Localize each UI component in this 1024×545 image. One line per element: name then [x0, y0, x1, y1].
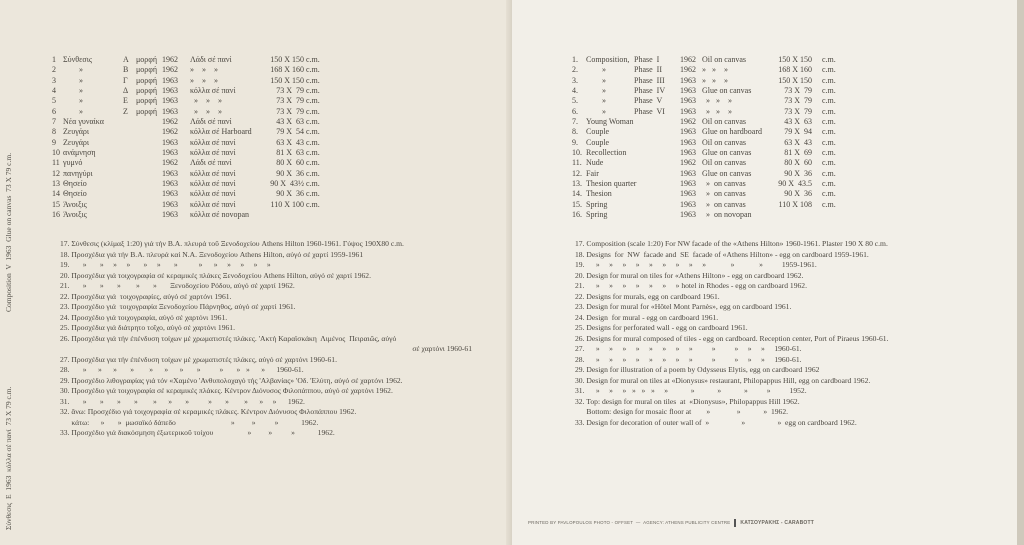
catalogue-row: [572, 210, 872, 220]
medium: Glue on canvas: [702, 86, 752, 96]
dimensions: 73 X 79: [276, 96, 304, 106]
unit: c.m.: [822, 65, 836, 75]
catalogue-row: [52, 55, 352, 65]
greek-catalogue: [52, 55, 352, 221]
dimensions: 73 X 79: [784, 86, 812, 96]
medium: κόλλα σέ πανί: [190, 199, 236, 209]
form-label: μορφή: [136, 55, 158, 64]
item-number: 13.: [572, 179, 582, 189]
unit: c.m.: [306, 148, 320, 158]
title: Άνοιξις: [63, 199, 87, 209]
form-letter: Ε: [123, 96, 128, 106]
unit: c.m.: [822, 199, 836, 209]
dimensions: 73 X 79: [784, 96, 812, 106]
medium: κόλλα σέ Harboard: [190, 127, 252, 137]
year: 1962: [162, 127, 178, 137]
title: »: [602, 96, 606, 106]
year: 1963: [162, 148, 178, 158]
item-number: 1.: [572, 55, 578, 64]
dimensions: 43 X 63: [276, 117, 304, 127]
dimensions: 63 X 43: [276, 137, 304, 147]
catalogue-row: [572, 65, 872, 75]
unit: c.m.: [306, 158, 320, 168]
dimensions: 90 X 36: [276, 189, 304, 199]
dimensions: 90 X 36: [276, 168, 304, 178]
study-entry: κάτω: » » μωσαϊκό δάπεδο » » » 1962.: [60, 417, 319, 427]
item-number: 9.: [572, 137, 578, 147]
year: 1963: [680, 189, 696, 199]
title: Ζευγάρι: [63, 137, 90, 147]
year: 1963: [680, 96, 696, 106]
year: 1963: [162, 75, 178, 85]
item-number: 11.: [572, 158, 582, 168]
unit: c.m.: [306, 96, 320, 106]
title: »: [79, 65, 83, 75]
dimensions: 73 X 79: [276, 106, 304, 116]
item-number: 2: [52, 65, 56, 75]
medium: » on canvas: [702, 189, 746, 199]
title: Θησείο: [63, 189, 87, 199]
item-number: 16: [52, 210, 60, 220]
unit: c.m.: [822, 96, 836, 106]
item-number: 1: [52, 55, 56, 64]
medium: » » »: [702, 96, 732, 106]
phase: Phase VI: [634, 106, 665, 116]
page-edge: [1017, 0, 1024, 545]
year: 1963: [680, 127, 696, 137]
year: 1963: [162, 199, 178, 209]
year: 1963: [680, 86, 696, 96]
catalogue-row: [52, 86, 352, 96]
year: 1963: [162, 137, 178, 147]
form-label: μορφή: [136, 65, 158, 75]
year: 1963: [680, 168, 696, 178]
unit: c.m.: [306, 106, 320, 116]
year: 1962: [680, 55, 696, 64]
phase: Phase IV: [634, 86, 666, 96]
unit: c.m.: [822, 158, 836, 168]
unit: c.m.: [306, 86, 320, 96]
catalogue-row: [572, 169, 872, 179]
english-catalogue: [572, 55, 872, 221]
study-entry: 19. » » » » » » » » » » » » »: [60, 260, 271, 269]
study-entry: 26. Designs for mural composed of tiles - egg on cardboard. Reception center, Port of Piraeus 1960-61.: [575, 333, 889, 343]
year: 1962: [162, 55, 178, 64]
medium: Oil on canvas: [702, 55, 746, 64]
item-number: 7.: [572, 117, 578, 127]
study-entry: 33. Design for decoration of outer wall of » » » egg on cardboard 1962.: [575, 417, 857, 427]
unit: c.m.: [306, 199, 320, 209]
catalogue-row: [572, 148, 872, 158]
catalogue-row: [52, 76, 352, 86]
medium: Oil on canvas: [702, 158, 746, 168]
title: Young Woman: [586, 117, 634, 127]
unit: c.m.: [822, 127, 836, 137]
study-entry: 27. Προσχέδια για τήν ἐπένδυση τοίχων μέ χρωματιστές πλάκες, αὐγό σέ χαρτόνι 1960-61.: [60, 354, 338, 364]
item-number: 10.: [572, 148, 582, 158]
study-entry: 25. Προσχέδια γιά διάτρητο τοῖχο, αὐγό σέ χαρτόνι 1961.: [60, 323, 235, 332]
title: »: [79, 106, 83, 116]
study-entry: 23. Design for mural for «Hôtel Mont Parnès», egg on cardboard 1961.: [575, 302, 792, 311]
unit: c.m.: [306, 127, 320, 137]
dimensions: 79 X 54: [276, 127, 304, 137]
unit: c.m.: [306, 137, 320, 147]
catalogue-row: [52, 138, 352, 148]
catalogue-row: [572, 76, 872, 86]
study-entry: 30. Design for mural on tiles at «Dionysus» restaurant, Philopappus Hill, egg on cardboard 1962.: [575, 375, 871, 385]
unit: c.m.: [822, 179, 836, 189]
study-entry: 22. Προσχέδια γιά τοιχογραφίες, αὐγό σέ χαρτόνι 1961.: [60, 291, 232, 301]
study-entry: 28. » » » » » » » » » » » » 1960-61.: [575, 354, 802, 364]
title: Άνοιξις: [63, 210, 87, 220]
divider: [734, 519, 736, 527]
photo-credit: ΚΑΤΣΟΥΡΑΚΗΣ - CARABOTT: [740, 520, 815, 527]
unit: c.m.: [822, 106, 836, 116]
unit: c.m.: [306, 179, 320, 189]
catalogue-row: [572, 117, 872, 127]
title: »: [79, 96, 83, 106]
year: 1962: [162, 65, 178, 75]
medium: κόλλα σέ πανί: [190, 189, 236, 199]
catalogue-row: [52, 189, 352, 199]
medium: Λάδι σέ πανί: [190, 55, 232, 64]
item-number: 11: [52, 158, 60, 168]
title: »: [79, 86, 83, 96]
study-entry: 21. » » » » » Ξενοδοχείου Ρόδου, αὐγό σέ χαρτί 1962.: [60, 281, 295, 290]
item-number: 16.: [572, 210, 582, 220]
catalogue-row: [52, 107, 352, 117]
item-number: 15: [52, 199, 60, 209]
title: »: [79, 75, 83, 85]
title: Ζευγάρι: [63, 127, 90, 137]
year: 1963: [680, 148, 696, 158]
form-label: μορφή: [136, 96, 158, 106]
title: Thesion: [586, 189, 612, 199]
unit: c.m.: [306, 168, 320, 178]
year: 1963: [680, 137, 696, 147]
item-number: 5: [52, 96, 56, 106]
catalogue-row: [572, 179, 872, 189]
year: 1963: [680, 210, 696, 220]
catalogue-row: [52, 96, 352, 106]
form-letter: Ζ: [123, 106, 128, 116]
study-entry: 22. Designs for murals, egg on cardboard 1961.: [575, 291, 720, 301]
year: 1963: [162, 210, 178, 220]
year: 1963: [162, 106, 178, 116]
title: Spring: [586, 210, 608, 220]
side-caption-english: Composition V 1963 Glue on canvas 73 X 79 c.m.: [4, 152, 13, 312]
dimensions: 150 X 150: [778, 75, 812, 85]
form-letter: Γ: [123, 75, 128, 85]
catalogue-row: [52, 210, 352, 220]
item-number: 10: [52, 148, 60, 158]
side-caption-greek: Σύνθεσις Ε 1963 κόλλα σέ πανί 73 X 79 c.m.: [4, 386, 13, 530]
item-number: 14: [52, 189, 60, 199]
study-entry: 19. » » » » » » » » » » » 1959-1961.: [575, 260, 817, 269]
study-entry: 32. Top: design for mural on tiles at «Dionysus», Philopappus Hill 1962.: [575, 396, 800, 406]
dimensions: 63 X 43: [784, 137, 812, 147]
unit: c.m.: [822, 168, 836, 178]
year: 1963: [680, 179, 696, 189]
medium: κόλλα σέ πανί: [190, 179, 236, 189]
title: Fair: [586, 168, 599, 178]
medium: » » »: [190, 75, 218, 85]
medium: Glue on canvas: [702, 148, 752, 158]
item-number: 12.: [572, 168, 582, 178]
form-letter: Α: [123, 55, 129, 64]
medium: » on canvas: [702, 199, 746, 209]
unit: c.m.: [822, 75, 836, 85]
item-number: 4: [52, 86, 56, 96]
unit: c.m.: [822, 189, 836, 199]
dimensions: 150 X 150: [270, 75, 304, 85]
dimensions: 79 X 94: [784, 127, 812, 137]
catalogue-row: [572, 189, 872, 199]
medium: » » »: [702, 106, 732, 116]
dimensions: 81 X 63: [276, 148, 304, 158]
study-entry: Bottom: design for mosaic floor at » » » 1962.: [575, 407, 789, 416]
catalogue-row: [572, 127, 872, 137]
item-number: 7: [52, 117, 56, 127]
item-number: 3.: [572, 75, 578, 85]
title: ανάμνηση: [63, 148, 96, 158]
title: »: [602, 65, 606, 75]
study-entry: 33. Προσχέδιο γιά διακόσμηση ἐξωτερικοῦ τοίχου » » » 1962.: [60, 428, 335, 437]
catalogue-row: [572, 96, 872, 106]
study-entry: 20. Προσχέδια γιά τοιχογραφία σέ κεραμικές πλάκες Ξενοδοχείου Athens Hilton, αὐγό σέ χαρτί 1962.: [60, 270, 371, 280]
form-label: μορφή: [136, 106, 158, 116]
catalogue-row: [572, 86, 872, 96]
medium: Glue on canvas: [702, 168, 752, 178]
year: 1962: [680, 158, 696, 168]
year: 1963: [162, 86, 178, 96]
dimensions: 80 X 60: [276, 158, 304, 168]
form-label: μορφή: [136, 75, 158, 85]
title: Nude: [586, 158, 604, 168]
item-number: 3: [52, 75, 56, 85]
year: 1963: [680, 199, 696, 209]
medium: Λάδι σέ πανί: [190, 158, 232, 168]
study-entry: 18. Designs for NW facade and SE facade of «Athens Hilton» - egg on cardboard 1959-1961.: [575, 249, 869, 259]
unit: c.m.: [822, 148, 836, 158]
unit: c.m.: [822, 117, 836, 127]
catalogue-row: [572, 138, 872, 148]
dimensions: 90 X 43.5: [778, 179, 812, 189]
title: Composition,: [586, 55, 630, 64]
study-entry: 30. Προσχέδιο γιά τοιχογραφία σέ κεραμικές πλάκες. Κέντρον Διόνυσος Φιλοπάππου, αὐγό σέ χαρτόνι 1962.: [60, 386, 393, 395]
title: Thesion quarter: [586, 179, 637, 189]
phase: Phase I: [634, 55, 660, 64]
catalogue-row: [52, 65, 352, 75]
title: Couple: [586, 137, 610, 147]
study-entry: 24. Προσχέδιο γιά τοιχογραφία, αὐγό σέ χαρτόνι 1961.: [60, 312, 228, 322]
dimensions: 90 X 36: [784, 168, 812, 178]
dimensions: 150 X 150: [270, 55, 304, 64]
dimensions: 81 X 69: [784, 148, 812, 158]
catalogue-row: [572, 107, 872, 117]
study-entry: 25. Designs for perforated wall - egg on cardboard 1961.: [575, 323, 748, 332]
catalogue-row: [572, 55, 872, 65]
study-entry: 20. Design for mural on tiles for «Athens Hilton» - egg on cardboard 1962.: [575, 270, 804, 280]
item-number: 2.: [572, 65, 578, 75]
study-entry: σέ χαρτόνι 1960-61: [412, 344, 472, 353]
printer-credit: PRINTED BY PAVLOPOULOS PHOTO - OFFSET — AGENCY: ATHENS PUBLICITY CENTRE: [528, 520, 731, 526]
unit: c.m.: [306, 65, 320, 75]
year: 1963: [162, 168, 178, 178]
study-entry: 17. Σύνθεσις (κλίμαξ 1:20) γιά τήν Β.Α. πλευρά τοῦ Ξενοδοχείου Athens Hilton 1960-1961. Γύψος 190X80 c.m.: [60, 239, 404, 248]
item-number: 6: [52, 106, 56, 116]
medium: κόλλα σέ novopan: [190, 210, 250, 220]
greek-studies-list: [60, 239, 472, 439]
dimensions: 110 X 100: [270, 199, 304, 209]
study-entry: 17. Composition (scale 1:20) For NW facade of the «Athens Hilton» 1960-1961. Plaster 190 X 80 c.m.: [575, 239, 888, 248]
medium: κόλλα σέ πανί: [190, 148, 236, 158]
study-entry: 31. » » » » » » » » » » » 1952.: [575, 386, 807, 395]
english-studies-list: [575, 239, 975, 428]
medium: » » »: [702, 65, 728, 75]
item-number: 14.: [572, 189, 582, 199]
form-letter: Β: [123, 65, 129, 75]
dimensions: 90 X 43½: [270, 179, 304, 189]
year: 1963: [162, 189, 178, 199]
catalogue-row: [572, 158, 872, 168]
catalogue-row: [52, 148, 352, 158]
form-letter: Δ: [123, 86, 129, 96]
title: γυμνό: [63, 158, 83, 168]
medium: κόλλα σέ πανί: [190, 86, 236, 96]
item-number: 6.: [572, 106, 578, 116]
medium: Oil on canvas: [702, 117, 746, 127]
year: 1963: [162, 96, 178, 106]
medium: » » »: [190, 106, 222, 116]
title: Θησείο: [63, 179, 87, 189]
title: »: [602, 75, 606, 85]
study-entry: 32. ἄνω: Προσχέδιο γιά τοιχογραφία σέ κεραμικές πλάκες. Κέντρον Διόνυσος Φιλοπάππου 1962.: [60, 407, 357, 416]
dimensions: 168 X 160: [270, 65, 304, 75]
phase: Phase III: [634, 75, 665, 85]
title: Couple: [586, 127, 610, 137]
title: Νέα γυναίκα: [63, 117, 104, 127]
dimensions: 90 X 36: [784, 189, 812, 199]
year: 1962: [162, 158, 178, 168]
study-entry: 31. » » » » » » » » » » » » 1962.: [60, 396, 305, 406]
phase: Phase V: [634, 96, 663, 106]
item-number: 8: [52, 127, 56, 137]
medium: » on novopan: [702, 210, 752, 220]
medium: Glue on hardboard: [702, 127, 762, 137]
dimensions: 150 X 150: [778, 55, 812, 64]
medium: » » »: [702, 75, 728, 85]
medium: » » »: [190, 96, 222, 106]
unit: c.m.: [822, 86, 836, 96]
phase: Phase II: [634, 65, 662, 75]
item-number: 5.: [572, 96, 578, 106]
medium: Λάδι σέ πανί: [190, 117, 232, 127]
unit: c.m.: [306, 55, 320, 64]
unit: c.m.: [822, 137, 836, 147]
catalogue-row: [52, 169, 352, 179]
unit: c.m.: [306, 75, 320, 85]
medium: » » »: [190, 65, 218, 75]
dimensions: 80 X 60: [784, 158, 812, 168]
year: 1963: [680, 106, 696, 116]
study-entry: 21. » » » » » » » hotel in Rhodes - egg on cardboard 1962.: [575, 281, 808, 290]
study-entry: 29. Design for illustration of a poem by Odysseus Elytis, egg on cardboard 1962: [575, 365, 820, 374]
study-entry: 24. Design for mural - egg on cardboard 1961.: [575, 312, 719, 322]
medium: κόλλα σέ πανί: [190, 168, 236, 178]
study-entry: 23. Προσχέδιο γιά τοιχογραφία Ξενοδοχείου Πάρνηθος, αὐγό σέ χαρτί 1961.: [60, 302, 296, 311]
medium: κόλλα σέ πανί: [190, 137, 236, 147]
study-entry: 18. Προσχέδια γιά τήν Β.Α. πλευρά καί Ν.Α. Ξενοδοχείου Athens Hilton, αὐγό σέ χαρτί 1959-1961: [60, 249, 364, 259]
title: »: [602, 106, 606, 116]
unit: c.m.: [822, 55, 836, 64]
year: 1963: [680, 75, 696, 85]
study-entry: 27. » » » » » » » » » » » » 1960-61.: [575, 344, 802, 353]
year: 1963: [162, 179, 178, 189]
dimensions: 43 X 63: [784, 117, 812, 127]
catalogue-row: [52, 127, 352, 137]
title: πανηγύρι: [63, 168, 93, 178]
study-entry: 28. » » » » » » » » » » » » 1960-61.: [60, 365, 304, 374]
printer-colophon: [528, 519, 814, 527]
dimensions: 168 X 160: [778, 65, 812, 75]
title: Recollection: [586, 148, 627, 158]
catalogue-row: [52, 117, 352, 127]
item-number: 8.: [572, 127, 578, 137]
catalogue-row: [572, 200, 872, 210]
catalogue-row: [52, 158, 352, 168]
catalogue-row: [52, 200, 352, 210]
dimensions: 73 X 79: [276, 86, 304, 96]
item-number: 4.: [572, 86, 578, 96]
form-label: μορφή: [136, 86, 158, 96]
medium: » on canvas: [702, 179, 746, 189]
year: 1962: [680, 65, 696, 75]
year: 1962: [680, 117, 696, 127]
title: »: [602, 86, 606, 96]
study-entry: 26. Προσχέδια γιά τήν ἐπένδυση τοίχων μέ χρωματιστές πλάκες. 'Ακτή Καραϊσκάκη Λιμένος Πειραιῶς, αὐγό: [60, 333, 397, 343]
item-number: 12: [52, 168, 60, 178]
item-number: 9: [52, 137, 56, 147]
catalogue-row: [52, 179, 352, 189]
medium: Oil on canvas: [702, 137, 746, 147]
unit: c.m.: [306, 189, 320, 199]
dimensions: 110 X 108: [778, 199, 812, 209]
study-entry: 29. Προσχέδιο λιθογραφίας γιά τόν «Χαμένο 'Ανθυπολοχαγό τής 'Αλβανίας» 'Οδ. 'Ελύτη, αὐγό σέ χαρτόνι 1962.: [60, 375, 403, 385]
item-number: 15.: [572, 199, 582, 209]
year: 1962: [162, 117, 178, 127]
unit: c.m.: [306, 117, 320, 127]
item-number: 13: [52, 179, 60, 189]
title: Σύνθεσις: [63, 55, 93, 64]
title: Spring: [586, 199, 608, 209]
dimensions: 73 X 79: [784, 106, 812, 116]
